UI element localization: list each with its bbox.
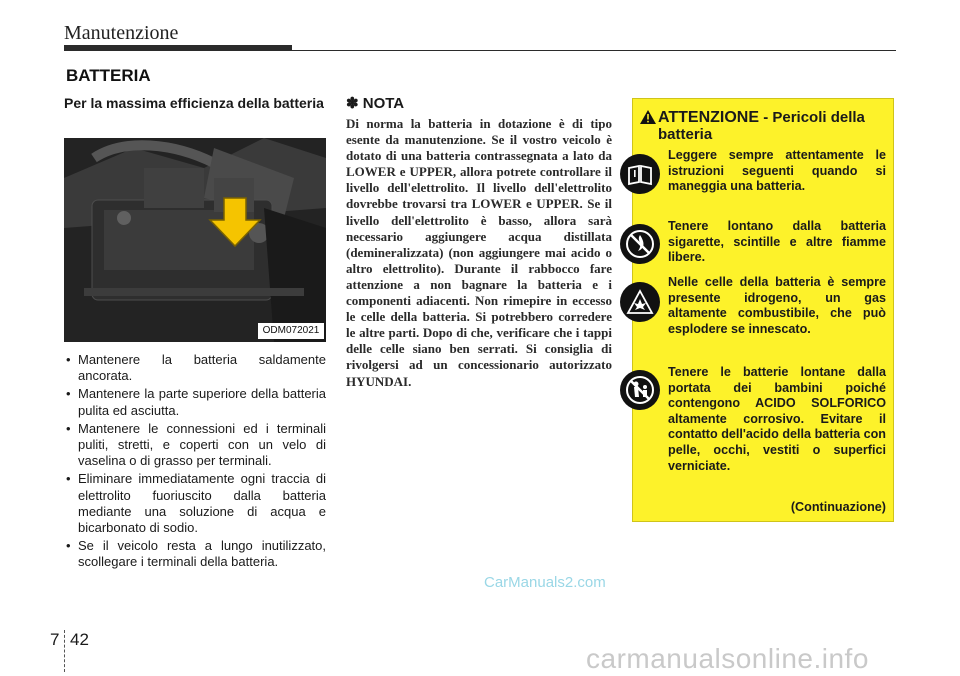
note-title: NOTA: [362, 95, 405, 112]
note-body: Di norma la batteria in dotazione è di tipo esente da manutenzione. Se il vostro veicolo è dotato di una batteria contrassegnata a lato da LOWER e UPPER, allora potrete controllare il livello dell'elettrolito. Il livello dell'elettrolito dovrebbe trovarsi tra LOWER e UPPER. Se il livello dell'elettrolito è basso, allora sarà necessario aggiungere acqua distillata (demineralizzata) (non aggiungere mai acido o altro elettrolito). Durante il rabbocco fare attenzione a non bagnare la batteria e i componenti adiacenti. Non rimepire in eccesso le celle della batteria. Si potrebbero corredere le altre parti. Dopo di che, verificare che i tappi delle celle siano ben serrati. Si consiglia di rivolgersi ad un concessionario autorizzato HYUNDAI.: [346, 116, 612, 389]
list-item: • Eliminare immediatamente ogni traccia di elettrolito fuoriuscito dalla batteria mediante una soluzione di acqua e bicarbonato di sodio.: [66, 471, 326, 536]
page-divider: [64, 630, 65, 672]
warning-item: Tenere lontano dalla batteria sigarette, scintille e altre fiamme libere.: [668, 219, 886, 265]
continuation-label: (Continuazione): [790, 500, 886, 514]
subheading: Per la massima efficienza della batteria: [64, 95, 324, 111]
list-item: • Mantenere le connessioni ed i terminali puliti, stretti, e coperti con un velo di vaselina o di grasso per terminali.: [66, 421, 326, 470]
list-item: • Mantenere la parte superiore della batteria pulita ed asciutta.: [66, 386, 326, 418]
list-item: • Mantenere la batteria saldamente ancorata.: [66, 352, 326, 384]
header-rule: [292, 50, 896, 51]
section-title: BATTERIA: [66, 66, 151, 85]
watermark-center: CarManuals2.com: [484, 574, 606, 591]
battery-illustration: [64, 138, 326, 342]
warning-title-main: ATTENZIONE: [658, 109, 760, 126]
warning-item: Tenere le batterie lontane dalla portata dei bambini poiché contengono ACIDO SOLFORICO altamente corrosivo. Evitare il contatto dell'acido della batteria con pelle, occhi, vestiti o superfici verniciate.: [668, 365, 886, 473]
explosion-icon: [620, 282, 660, 322]
chapter-number: 7: [50, 630, 60, 649]
warning-triangle-icon: [640, 110, 656, 124]
note-symbol: ✽: [346, 95, 359, 112]
note-heading: [346, 94, 404, 112]
photo-code: ODM072021: [258, 323, 324, 339]
warning-item: Leggere sempre attentamente le istruzioni seguenti quando si maneggia una batteria.: [668, 148, 886, 194]
header-bar: [64, 45, 292, 51]
page-number: 42: [70, 630, 89, 649]
no-flame-icon: [620, 224, 660, 264]
warning-title: [658, 109, 888, 143]
header-title: Manutenzione: [64, 22, 179, 44]
keep-away-children-icon: [620, 370, 660, 410]
watermark-footer: carmanualsonline.info: [586, 643, 869, 674]
list-item: • Se il veicolo resta a lungo inutilizzato, scollegare i terminali della batteria.: [66, 538, 326, 570]
warning-item: Nelle celle della batteria è sempre presente idrogeno, un gas altamente combustibile, che può esplodere se innescato.: [668, 275, 886, 336]
battery-photo: [64, 138, 326, 342]
warning-title-sub: - Pericoli della batteria: [658, 109, 865, 143]
bullet-list: [66, 352, 326, 573]
read-manual-icon: [620, 154, 660, 194]
